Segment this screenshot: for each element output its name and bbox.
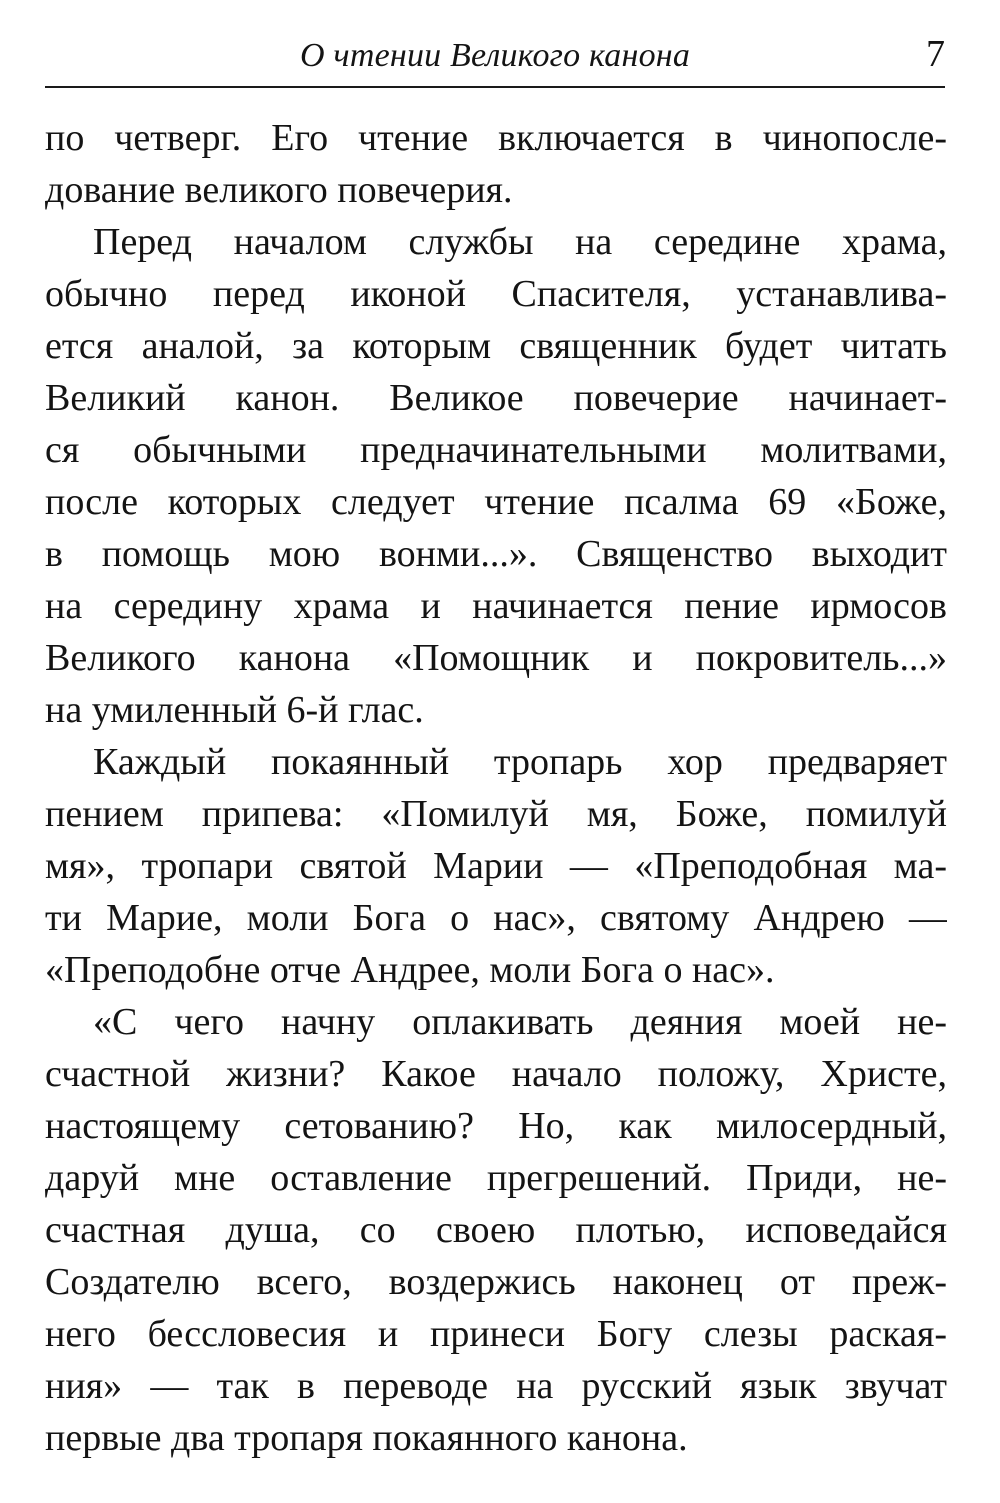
text-line: после которых следует чтение псалма 69 «Боже, <box>45 481 947 523</box>
text-line: счастной жизни? Какое начало положу, Христе, <box>45 1053 947 1095</box>
text-line: ется аналой, за которым священник будет читать <box>45 325 947 367</box>
text-line: мя», тропари святой Марии — «Преподобная ма- <box>45 845 947 887</box>
text-line: по четверг. Его чтение включается в чинопосле- <box>45 117 947 159</box>
text-line: Создателю всего, воздержись наконец от преж- <box>45 1261 947 1303</box>
text-line: «С чего начну оплакивать деяния моей не- <box>93 1001 947 1043</box>
paragraph-4 <box>45 996 947 1464</box>
text-line: него бессловесия и принеси Богу слезы раская- <box>45 1313 947 1355</box>
paragraph-3 <box>45 736 947 996</box>
page-number: 7 <box>926 33 945 75</box>
text-line: настоящему сетованию? Но, как милосердный, <box>45 1105 947 1147</box>
running-header <box>45 28 945 88</box>
text-line: даруй мне оставление прегрешений. Приди, не- <box>45 1157 947 1199</box>
text-line: обычно перед иконой Спасителя, устанавлива- <box>45 273 947 315</box>
text-line: счастная душа, со своею плотью, исповедайся <box>45 1209 947 1251</box>
text-line: дование великого повечерия. <box>45 169 513 211</box>
text-line: на умиленный 6-й глас. <box>45 689 424 731</box>
body-text <box>45 112 947 1464</box>
text-line: Перед началом службы на середине храма, <box>93 221 947 263</box>
text-line: Каждый покаянный тропарь хор предваряет <box>93 741 947 783</box>
running-title: О чтении Великого канона <box>299 37 691 74</box>
text-line: Великий канон. Великое повечерие начинает- <box>45 377 947 419</box>
text-line: на середину храма и начинается пение ирмосов <box>45 585 947 627</box>
paragraph-2 <box>45 216 947 736</box>
text-line: первые два тропаря покаянного канона. <box>45 1417 688 1459</box>
text-line: пением припева: «Помилуй мя, Боже, помилуй <box>45 793 947 835</box>
text-line: ти Марие, моли Бога о нас», святому Андрею — <box>45 897 947 939</box>
text-line: ния» — так в переводе на русский язык звучат <box>45 1365 947 1407</box>
text-line: ся обычными предначинательными молитвами, <box>45 429 947 471</box>
text-line: «Преподобне отче Андрее, моли Бога о нас». <box>45 949 775 991</box>
text-line: Великого канона «Помощник и покровитель...» <box>45 637 947 679</box>
text-line: в помощь мою вонми...». Священство выходит <box>45 533 947 575</box>
paragraph-1 <box>45 112 947 216</box>
